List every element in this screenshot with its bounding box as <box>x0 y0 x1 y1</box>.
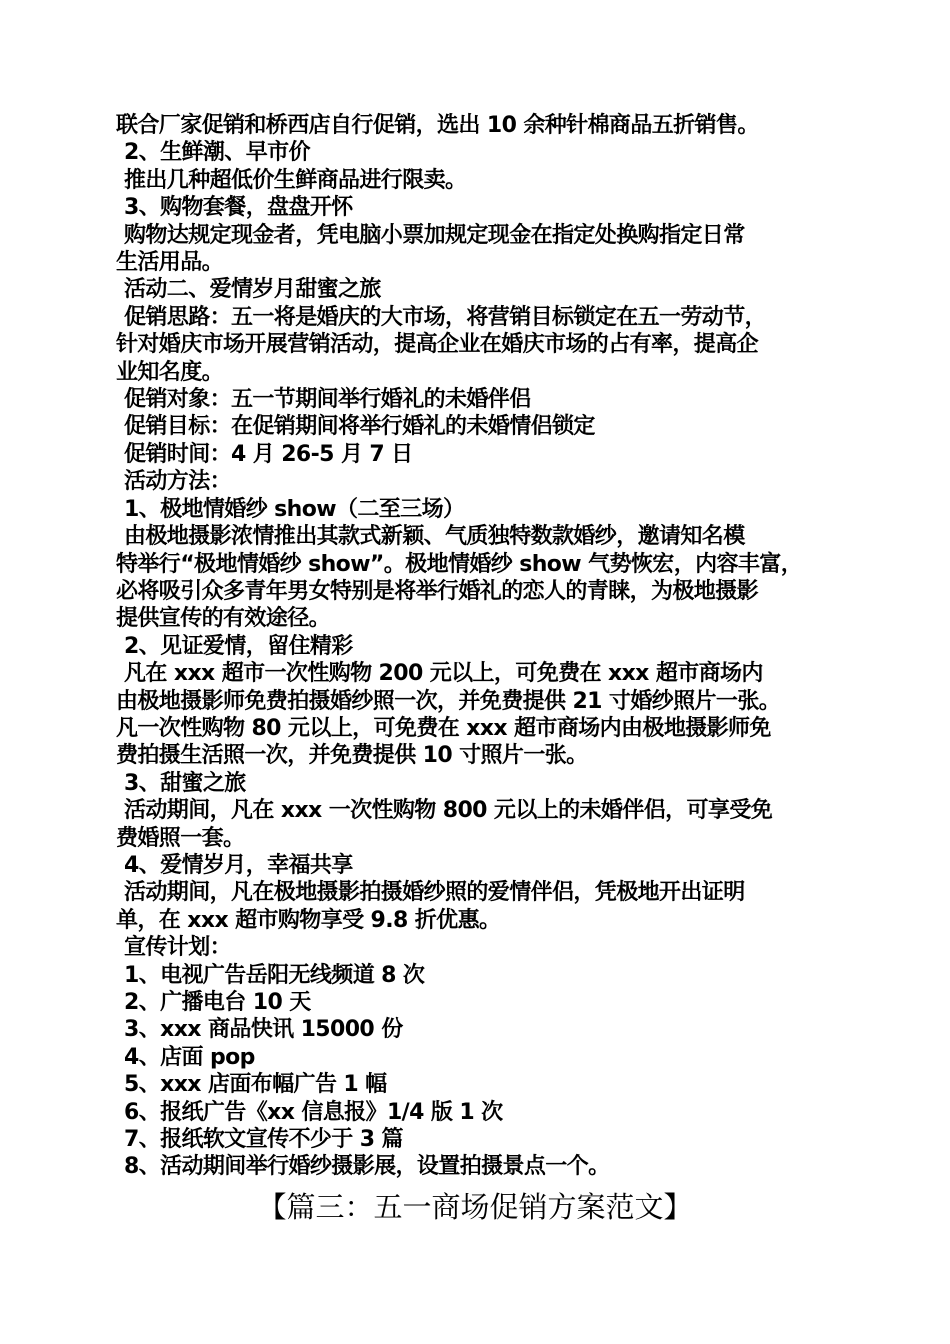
text-line: 促销时间：4 月 26-5 月 7 日 <box>124 441 413 467</box>
text-line: 推出几种超低价生鲜商品进行限卖。 <box>124 167 467 193</box>
text-line: 凡在 xxx 超市一次性购物 200 元以上，可免费在 xxx 超市商场内 <box>124 661 763 687</box>
text-line: 针对婚庆市场开展营销活动，提高企业在婚庆市场的占有率，提高企 <box>116 332 759 358</box>
text-line: 特举行“极地情婚纱 show”。极地情婚纱 show 气势恢宏，内容丰富， <box>116 551 803 577</box>
text-line: 宣传计划： <box>124 935 232 961</box>
text-line: 4、店面 pop <box>124 1044 255 1070</box>
text-line: 2、见证爱情，留住精彩 <box>124 633 353 659</box>
text-line: 促销思路：五一将是婚庆的大市场，将营销目标锁定在五一劳动节， <box>124 304 767 330</box>
text-line: 2、生鲜潮、早市价 <box>124 140 310 166</box>
text-line: 联合厂家促销和桥西店自行促销，选出 10 余种针棉商品五折销售。 <box>116 113 759 138</box>
text-line: 凡一次性购物 80 元以上，可免费在 xxx 超市商场内由极地摄影师免 <box>116 715 771 741</box>
text-line: 3、购物套餐，盘盘开怀 <box>124 195 353 221</box>
text-line: 促销目标：在促销期间将举行婚礼的未婚情侣锁定 <box>124 414 595 440</box>
text-line: 5、xxx 店面布幅广告 1 幅 <box>124 1072 387 1098</box>
text-line: 由极地摄影浓情推出其款式新颖、气质独特数款婚纱，邀请知名模 <box>124 524 745 550</box>
text-line: 提供宣传的有效途径。 <box>116 606 331 632</box>
text-line: 由极地摄影师免费拍摄婚纱照一次，并免费提供 21 寸婚纱照片一张。 <box>116 688 781 714</box>
text-line: 6、报纸广告《xx 信息报》1/4 版 1 次 <box>124 1099 503 1125</box>
text-line: 费拍摄生活照一次，并免费提供 10 寸照片一张。 <box>116 743 588 769</box>
text-line: 8、活动期间举行婚纱摄影展，设置拍摄景点一个。 <box>124 1154 610 1180</box>
text-line: 活动二、爱情岁月甜蜜之旅 <box>124 277 381 303</box>
text-line: 活动期间，凡在 xxx 一次性购物 800 元以上的未婚伴侣，可享受免 <box>124 798 773 824</box>
text-line: 购物达规定现金者，凭电脑小票加规定现金在指定处换购指定日常 <box>124 222 745 248</box>
document-body <box>116 112 846 1181</box>
text-line: 费婚照一套。 <box>116 825 245 851</box>
text-line: 3、xxx 商品快讯 15000 份 <box>124 1017 403 1043</box>
text-line: 单，在 xxx 超市购物享受 9.8 折优惠。 <box>116 907 501 933</box>
text-line: 必将吸引众多青年男女特别是将举行婚礼的恋人的青睐，为极地摄影 <box>116 578 759 604</box>
section-heading: 【篇三：五一商场促销方案范文】 <box>257 1190 693 1224</box>
text-line: 3、甜蜜之旅 <box>124 770 246 796</box>
text-line: 活动期间，凡在极地摄影拍摄婚纱照的爱情伴侣，凭极地开出证明 <box>124 880 745 906</box>
text-line: 生活用品。 <box>116 250 224 276</box>
text-line: 业知名度。 <box>116 359 224 385</box>
text-line: 活动方法： <box>124 469 232 495</box>
text-line: 促销对象：五一节期间举行婚礼的未婚伴侣 <box>124 387 531 413</box>
text-line: 1、极地情婚纱 show（二至三场） <box>124 496 465 522</box>
text-line: 4、爱情岁月，幸福共享 <box>124 852 353 878</box>
text-line: 7、报纸软文宣传不少于 3 篇 <box>124 1127 403 1153</box>
text-line: 1、电视广告岳阳无线频道 8 次 <box>124 962 425 988</box>
text-line: 2、广播电台 10 天 <box>124 990 311 1015</box>
